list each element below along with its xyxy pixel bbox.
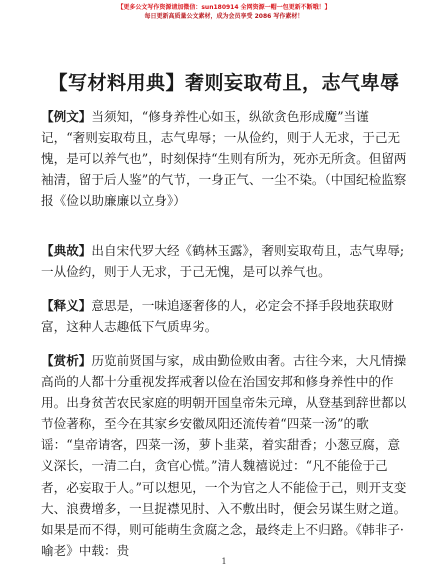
paragraph-source bbox=[41, 240, 409, 282]
paragraph-text-example: 当须知，“修身养性心如玉，纵欲贪色形成魔”当谨记，“奢则妄取苟且，志气卑辱；一从俭约，则于人无求，于己无愧，是可以养气也”，时刻保持“生则有所为，死亦无所贪。但留两袖清，留于后人鉴”的气节，一身正气、一尘不染。（中国纪检监察报《俭以助廉廉以立身》） bbox=[41, 109, 407, 209]
promo-header-line-2: 每日更新高质量公文素材，成为会员享受 2086 写作素材！ bbox=[144, 13, 304, 20]
paragraph-text-meaning: 意思是，一味追逐奢侈的人，必定会不择手段地获取财富，这种人志趣低下气质卑劣。 bbox=[41, 298, 394, 335]
section-tag-source: 【典故】 bbox=[41, 243, 92, 258]
paragraph-text-source: 出自宋代罗大经《鹤林玉露》，奢则妄取苟且，志气卑辱;一从俭约，则于人无求，于己无愧，是可以养气也。 bbox=[41, 243, 405, 280]
section-tag-meaning: 【释义】 bbox=[41, 298, 92, 313]
section-tag-example: 【例文】 bbox=[41, 109, 92, 124]
paragraph-text-appreciation: 历览前贤国与家，成由勤俭败由奢。古往今来，大凡情操高尚的人都十分重视发挥戒奢以俭在治国安邦和修身养性中的作用。出身贫苦农民家庭的明朝开国皇帝朱元璋，从登基到辞世都以节俭著称，至今在其家乡安徽凤阳还流传着“四菜一汤”的歌谣：“皇帝请客，四菜一汤，萝卜韭菜，着实甜香；小葱豆腐，意义深长，一清二白，贪官心慌。”清人魏禧说过：“凡不能俭于己者，必妄取于人。”可以想见，一个为官之人不能俭于己，则开支变大、浪费增多，一旦捉襟见肘、入不敷出时，便会另谋生财之道。如果是而不得，则可能萌生贪腐之念，最终走上不归路。《韩非子·喻老》中载：贵 bbox=[41, 353, 407, 558]
paragraph-meaning bbox=[41, 295, 409, 337]
page-number: 1 bbox=[221, 557, 227, 566]
section-tag-appreciation: 【赏析】 bbox=[41, 353, 92, 368]
promo-header-line-1: 【更多公文写作资源请加微信：sun180914 全网资源一帽一包更新不断哦！】 bbox=[117, 4, 331, 11]
paragraph-example bbox=[41, 106, 409, 211]
article-title: 【写材料用典】奢则妄取苟且，志气卑辱 bbox=[48, 72, 400, 94]
paragraph-appreciation bbox=[41, 350, 409, 561]
